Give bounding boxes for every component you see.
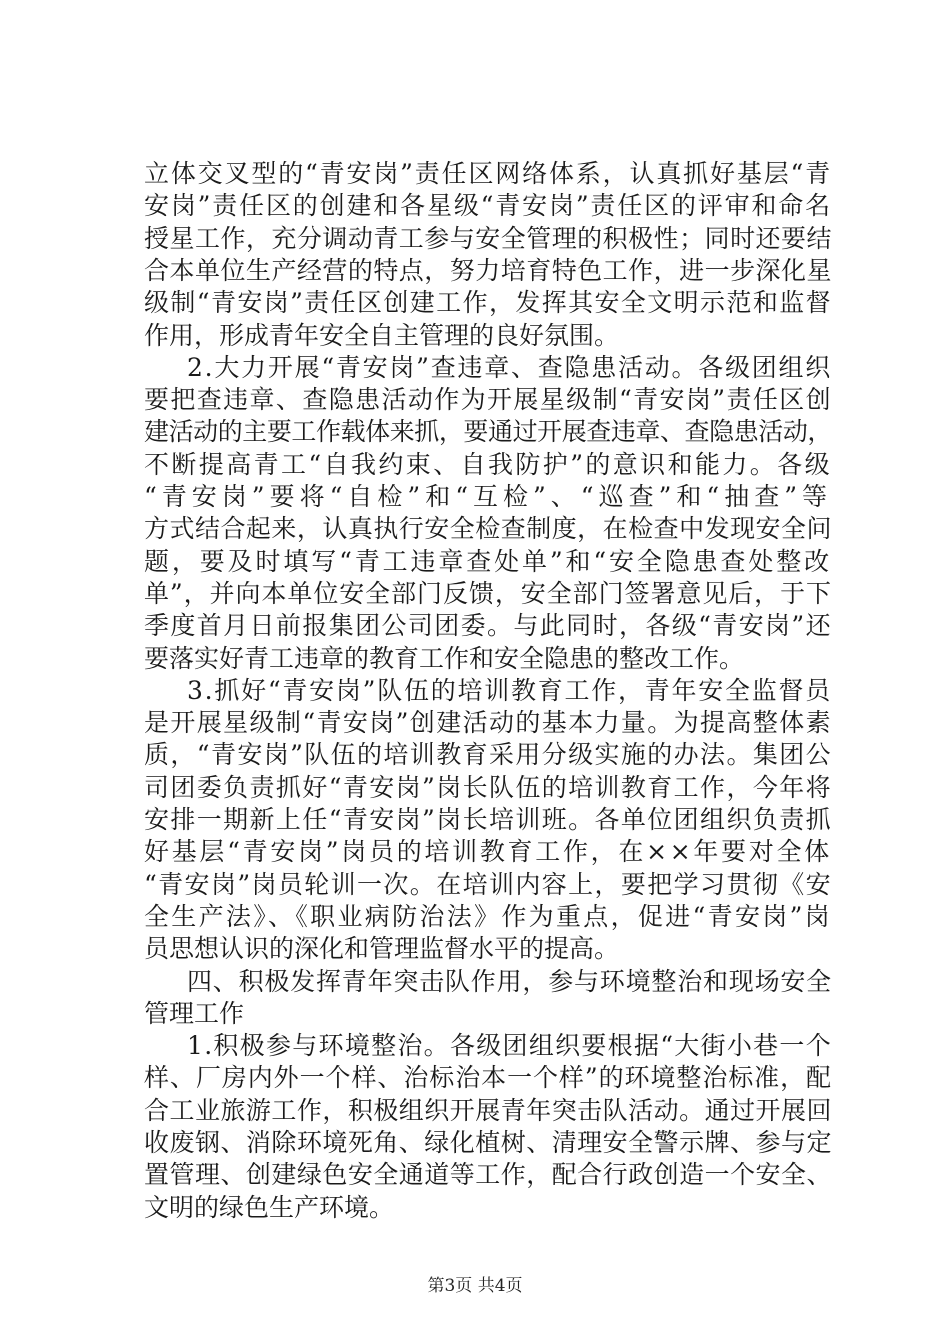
text-line [0, 546, 950, 578]
text-line-content: 收废钢、消除环境死角、绿化植树、清理安全警示牌、参与定 [144, 1128, 832, 1157]
text-line [0, 1030, 950, 1062]
text-line [0, 1062, 950, 1094]
text-line [0, 675, 950, 707]
text-line [0, 255, 950, 287]
text-line-content: 质，“青安岗”队伍的培训教育采用分级实施的办法。集团公 [144, 740, 832, 770]
text-line [0, 836, 950, 868]
text-line [0, 513, 950, 545]
text-line-content: 作用，形成青年安全自主管理的良好氛围。 [144, 320, 620, 350]
text-line-content: 管理工作 [144, 998, 245, 1028]
text-line [0, 966, 950, 998]
text-line [0, 158, 950, 190]
text-line-content: 1.积极参与环境整治。各级团组织要根据“大街小巷一个 [187, 1031, 832, 1061]
text-line [0, 384, 950, 416]
text-line [0, 190, 950, 222]
text-line-content: 司团委负责抓好“青安岗”岗长队伍的培训教育工作，今年将 [144, 772, 832, 802]
text-line-content: 全生产法》、《职业病防治法》作为重点，促进“青安岗”岗 [144, 901, 832, 931]
text-line [0, 869, 950, 901]
text-line [0, 933, 950, 965]
text-line [0, 223, 950, 255]
text-line [0, 481, 950, 513]
text-line-content: 合本单位生产经营的特点，努力培育特色工作，进一步深化星 [144, 255, 832, 285]
text-line-content: “青安岗”岗员轮训一次。在培训内容上，要把学习贯彻《安 [144, 869, 832, 899]
text-line-content: 题，要及时填写“青工违章查处单”和“安全隐患查处整改 [144, 546, 832, 576]
text-line [0, 416, 950, 448]
text-line-content: “青安岗”要将“自检”和“互检”、“巡查”和“抽查”等 [144, 482, 832, 511]
text-line [0, 998, 950, 1030]
text-line-content: 2.大力开展“青安岗”查违章、查隐患活动。各级团组织 [187, 352, 832, 382]
text-line [0, 1192, 950, 1224]
text-line [0, 901, 950, 933]
text-line-content: 安岗”责任区的创建和各星级“青安岗”责任区的评审和命名 [144, 191, 832, 221]
text-line-content: 季度首月日前报集团公司团委。与此同时，各级“青安岗”还 [144, 611, 832, 641]
text-line [0, 739, 950, 771]
text-line [0, 610, 950, 642]
text-line-content: 置管理、创建绿色安全通道等工作，配合行政创造一个安全、 [144, 1160, 832, 1190]
text-line-content: 是开展星级制“青安岗”创建活动的基本力量。为提高整体素 [144, 708, 832, 738]
text-line-content: 授星工作，充分调动青工参与安全管理的积极性；同时还要结 [144, 223, 832, 253]
text-line-content: 建活动的主要工作载体来抓，要通过开展查违章、查隐患活动， [144, 417, 832, 447]
text-line [0, 1159, 950, 1191]
text-line-content: 不断提高青工“自我约束、自我防护”的意识和能力。各级 [144, 449, 832, 479]
text-line [0, 287, 950, 319]
text-line [0, 449, 950, 481]
text-line [0, 1095, 950, 1127]
text-line [0, 804, 950, 836]
text-line-content: 安排一期新上任“青安岗”岗长培训班。各单位团组织负责抓 [144, 805, 832, 834]
text-line [0, 643, 950, 675]
text-line-content: 文明的绿色生产环境。 [144, 1192, 395, 1222]
text-line [0, 320, 950, 352]
text-line [0, 1127, 950, 1159]
text-line-content: 合工业旅游工作，积极组织开展青年突击队活动。通过开展回 [144, 1095, 832, 1125]
page-number-label: 第3页 共4页 [427, 1276, 523, 1296]
text-line-content: 员思想认识的深化和管理监督水平的提高。 [144, 934, 620, 964]
text-line-content: 要把查违章、查隐患活动作为开展星级制“青安岗”责任区创 [144, 385, 832, 415]
text-line [0, 772, 950, 804]
text-line [0, 578, 950, 610]
text-line-content: 3.抓好“青安岗”队伍的培训教育工作，青年安全监督员 [187, 675, 832, 705]
text-line-content: 级制“青安岗”责任区创建工作，发挥其安全文明示范和监督 [144, 288, 832, 318]
page-footer [0, 1275, 950, 1297]
text-line-content: 立体交叉型的“青安岗”责任区网络体系，认真抓好基层“青 [144, 159, 832, 188]
text-line-content: 单”，并向本单位安全部门反馈，安全部门签署意见后，于下 [144, 578, 832, 608]
text-line [0, 352, 950, 384]
text-line-content: 样、厂房内外一个样、治标治本一个样”的环境整治标准，配 [144, 1063, 832, 1093]
text-line-content: 要落实好青工违章的教育工作和安全隐患的整改工作。 [144, 643, 745, 673]
text-line [0, 707, 950, 739]
text-line-content: 好基层“青安岗”岗员的培训教育工作，在××年要对全体 [144, 837, 832, 867]
text-line-content: 四、积极发挥青年突击队作用，参与环境整治和现场安全 [187, 966, 832, 996]
text-line-content: 方式结合起来，认真执行安全检查制度，在检查中发现安全问 [144, 514, 832, 544]
